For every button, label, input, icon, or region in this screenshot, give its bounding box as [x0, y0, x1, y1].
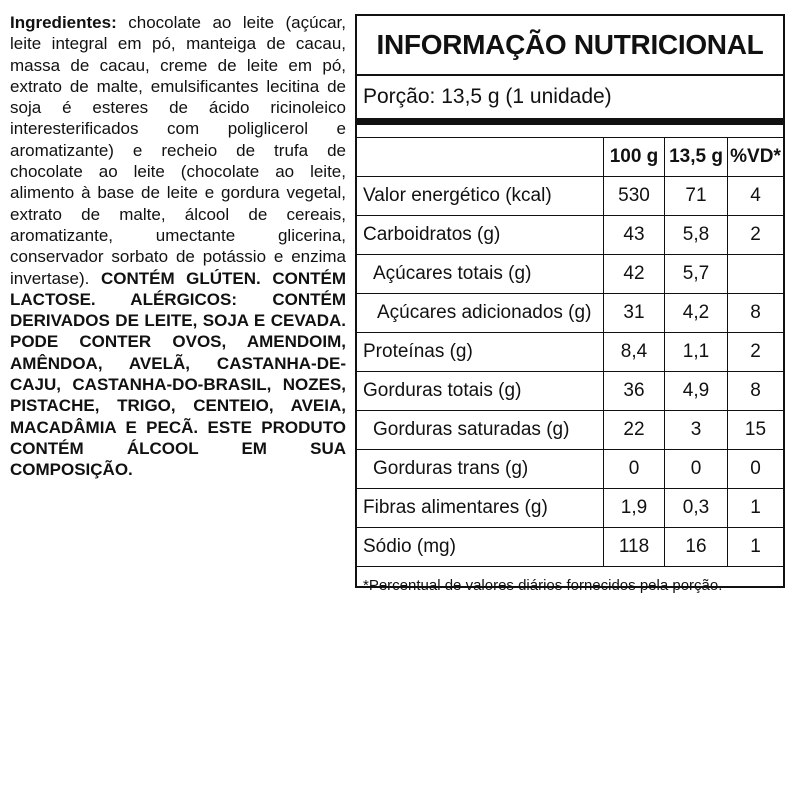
value-per-portion: 5,8 — [665, 216, 728, 255]
nutrient-name: Valor energético (kcal) — [357, 177, 604, 216]
nutrition-table — [357, 137, 783, 566]
nutrition-facts-panel — [355, 14, 785, 594]
nutrition-header-row — [357, 138, 783, 177]
table-row — [357, 411, 783, 450]
nutrient-name: Açúcares adicionados (g) — [357, 294, 604, 333]
value-per-portion: 71 — [665, 177, 728, 216]
value-per-portion: 1,1 — [665, 333, 728, 372]
value-daily: 2 — [728, 216, 784, 255]
header-per-portion: 13,5 g — [665, 138, 728, 177]
value-daily — [728, 255, 784, 294]
nutrient-name: Carboidratos (g) — [357, 216, 604, 255]
table-row — [357, 450, 783, 489]
ingredients-list: chocolate ao leite (açúcar, leite integral em pó, manteiga de cacau, massa de cacau, creme de leite em pó, extrato de malte, emulsificantes lecitina de soja é esteres de ácido ricinoleico interesterificados com poliglicerol e aromatizante) e recheio de trufa de chocolate ao leite (chocolate ao leite, alimento à base de leite e gordura vegetal, extrato de malte, álcool de cereais, aromatizante, umectante glicerina, conservador sorbato de potássio e enzima invertase). — [10, 13, 346, 288]
table-row — [357, 528, 783, 567]
value-daily: 15 — [728, 411, 784, 450]
nutrient-name: Açúcares totais (g) — [357, 255, 604, 294]
value-daily: 0 — [728, 450, 784, 489]
table-row — [357, 489, 783, 528]
value-daily: 2 — [728, 333, 784, 372]
value-per-portion: 16 — [665, 528, 728, 567]
header-per-100g: 100 g — [604, 138, 665, 177]
value-per-100g: 530 — [604, 177, 665, 216]
allergen-warning: CONTÉM GLÚTEN. CONTÉM LACTOSE. ALÉRGICOS: CONTÉM DERIVADOS DE LEITE, SOJA E CEVADA. PODE CONTER OVOS, AMENDOIM, AMÊNDOA, AVELÃ, CASTANHA-DE-CAJU, CASTANHA-DO-BRASIL, NOZES, PISTACHE, TRIGO, CENTEIO, AVEIA, MACADÂMIA E PECÃ. ESTE PRODUTO CONTÉM ÁLCOOL EM SUA COMPOSIÇÃO. — [10, 268, 346, 480]
portion-size: Porção: 13,5 g (1 unidade) — [357, 76, 783, 125]
value-per-100g: 42 — [604, 255, 665, 294]
table-row — [357, 372, 783, 411]
table-row — [357, 177, 783, 216]
value-daily: 1 — [728, 489, 784, 528]
value-per-100g: 31 — [604, 294, 665, 333]
ingredients-label: Ingredientes: — [10, 13, 117, 32]
nutrient-name: Sódio (mg) — [357, 528, 604, 567]
nutrient-name: Gorduras totais (g) — [357, 372, 604, 411]
table-row — [357, 294, 783, 333]
value-daily: 1 — [728, 528, 784, 567]
table-row — [357, 255, 783, 294]
value-per-100g: 22 — [604, 411, 665, 450]
nutrient-name: Proteínas (g) — [357, 333, 604, 372]
value-per-100g: 118 — [604, 528, 665, 567]
nutrition-title: INFORMAÇÃO NUTRICIONAL — [357, 16, 783, 76]
value-per-portion: 0,3 — [665, 489, 728, 528]
value-per-100g: 43 — [604, 216, 665, 255]
value-per-portion: 4,2 — [665, 294, 728, 333]
header-nutrient — [357, 138, 604, 177]
header-daily-value: %VD* — [728, 138, 784, 177]
value-per-portion: 0 — [665, 450, 728, 489]
daily-value-footnote: *Percentual de valores diários fornecidos pela porção. — [357, 566, 783, 594]
value-per-portion: 5,7 — [665, 255, 728, 294]
ingredients-text — [10, 12, 346, 481]
nutrient-name: Fibras alimentares (g) — [357, 489, 604, 528]
value-daily: 4 — [728, 177, 784, 216]
value-daily: 8 — [728, 294, 784, 333]
value-per-100g: 36 — [604, 372, 665, 411]
value-per-100g: 8,4 — [604, 333, 665, 372]
value-per-portion: 3 — [665, 411, 728, 450]
value-per-100g: 1,9 — [604, 489, 665, 528]
table-row — [357, 333, 783, 372]
nutrient-name: Gorduras saturadas (g) — [357, 411, 604, 450]
value-per-100g: 0 — [604, 450, 665, 489]
value-daily: 8 — [728, 372, 784, 411]
value-per-portion: 4,9 — [665, 372, 728, 411]
table-row — [357, 216, 783, 255]
nutrient-name: Gorduras trans (g) — [357, 450, 604, 489]
